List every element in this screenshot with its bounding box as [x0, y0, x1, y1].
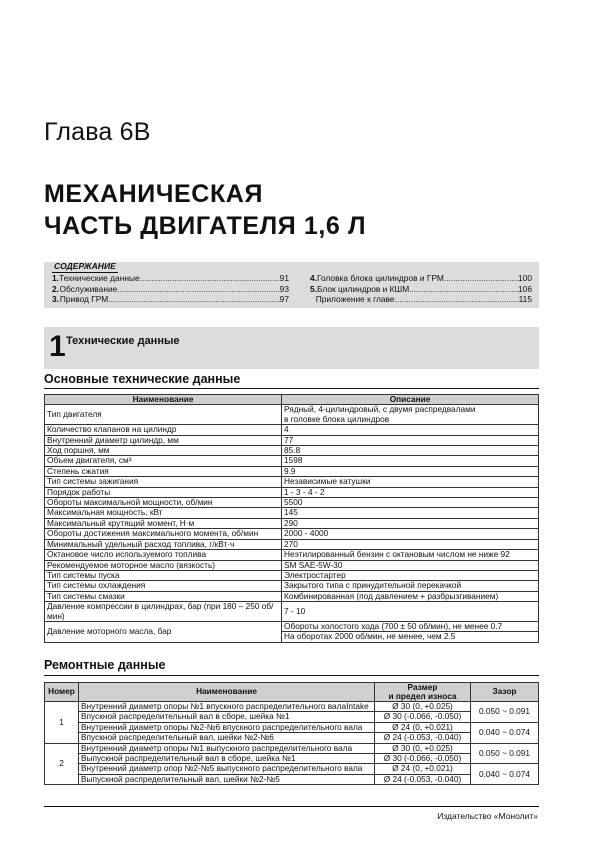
repair-table — [44, 682, 539, 785]
size-cell: Ø 30 (-0.066, -0.050) — [375, 712, 471, 722]
table-row — [45, 508, 539, 518]
table-row — [45, 581, 539, 591]
size-cell: Ø 30 (0, +0.025) — [375, 702, 471, 712]
table-row — [45, 764, 539, 774]
spec-name-cell: Максимальная мощность, кВт — [45, 508, 282, 518]
spec-name-cell: Минимальный удельный расход топлива, г/кВт·ч — [45, 539, 282, 549]
table-header-row — [45, 395, 539, 405]
gap-cell: 0.040 ~ 0.074 — [471, 722, 539, 743]
table-row — [45, 487, 539, 497]
size-cell: Ø 24 (0, +0.021) — [375, 722, 471, 732]
repair-heading: Ремонтные данные — [44, 658, 166, 672]
spec-name-cell: Количество клапанов на цилиндр — [45, 425, 282, 435]
contents-box — [44, 262, 539, 308]
contents-column-right — [310, 273, 532, 305]
size-cell: Ø 30 (0, +0.025) — [375, 743, 471, 753]
table-row — [45, 466, 539, 476]
specs-heading: Основные технические данные — [44, 372, 241, 386]
part-name-cell: Внутренний диаметр опоры №1 выпускного распределительного вала — [79, 743, 375, 753]
table-row — [45, 405, 539, 425]
table-row — [45, 570, 539, 580]
part-name-cell: Внутренний диаметр опор №2-№5 выпускного распределительного вала — [79, 764, 375, 774]
size-cell: Ø 24 (-0.053, -0.040) — [375, 733, 471, 743]
spec-name-cell: Внутренний диаметр цилиндр, мм — [45, 435, 282, 445]
specs-table — [44, 394, 539, 643]
spec-value-cell: 7 - 10 — [282, 602, 539, 622]
column-header: Наименование — [45, 395, 282, 405]
part-name-cell: Внутренний диаметр опоры №1 впускного распределительного валаIntake — [79, 702, 375, 712]
spec-value-line: Обороты холостого хода (700 ± 50 об/мин), не менее 0.7 — [282, 622, 538, 632]
table-row — [45, 743, 539, 753]
table-row — [45, 702, 539, 712]
table-row — [45, 550, 539, 560]
gap-cell: 0.050 ~ 0.091 — [471, 743, 539, 764]
size-cell: Ø 24 (0, +0.021) — [375, 764, 471, 774]
chapter-title-line-2: ЧАСТЬ ДВИГАТЕЛЯ 1,6 Л — [44, 212, 367, 240]
table-row — [45, 591, 539, 601]
spec-name-cell: Степень сжатия — [45, 466, 282, 476]
part-name-cell: Выпускной распределительный вал в сборе, шейка №1 — [79, 754, 375, 764]
spec-value-cell: Электростартер — [282, 570, 539, 580]
part-name-cell: Впускной распределительный вал, шейки №2-№6 — [79, 733, 375, 743]
contents-item[interactable]: 2. Обслуживание ..... 93 — [52, 284, 289, 295]
spec-name-cell: Рекомендуемое моторное масло (вязкость) — [45, 560, 282, 570]
spec-value-cell: 9.9 — [282, 466, 539, 476]
table-row — [45, 733, 539, 743]
spec-value-cell: Комбинированная (под давлением + разбрызгиванием) — [282, 591, 539, 601]
spec-value-cell: 5500 — [282, 498, 539, 508]
spec-value-cell: Рядный, 4-цилиндровый, с двумя распредвалами в головке блока цилиндров — [282, 405, 539, 425]
spec-name-cell: Порядок работы — [45, 487, 282, 497]
table-row — [45, 435, 539, 445]
contents-item[interactable]: 4. Головка блока цилиндров и ГРМ ..... 100 — [310, 273, 532, 284]
divider — [44, 388, 539, 389]
spec-name-cell: Тип системы пуска — [45, 570, 282, 580]
group-number-cell: 1 — [45, 702, 79, 744]
spec-value-cell: Закрытого типа с принудительной перекачкой — [282, 581, 539, 591]
section-title: Технические данные — [66, 335, 180, 347]
table-row — [45, 621, 539, 642]
table-row — [45, 529, 539, 539]
table-row — [45, 712, 539, 722]
spec-name-cell: Тип двигателя — [45, 405, 282, 425]
chapter-label: Глава 6В — [44, 118, 151, 146]
gap-cell: 0.040 ~ 0.074 — [471, 764, 539, 785]
column-header: Описание — [282, 395, 539, 405]
column-header: Наименование — [79, 683, 375, 702]
table-row — [45, 446, 539, 456]
footer-divider — [44, 806, 539, 807]
section-number: 1 — [49, 330, 66, 363]
section-header — [44, 327, 539, 369]
table-row — [45, 498, 539, 508]
spec-value-cell: 4 — [282, 425, 539, 435]
chapter-title — [44, 178, 366, 242]
spec-name-cell: Объем двигателя, см³ — [45, 456, 282, 466]
spec-value-cell: 145 — [282, 508, 539, 518]
spec-value-cell: 1598 — [282, 456, 539, 466]
table-row — [45, 425, 539, 435]
table-row — [45, 722, 539, 732]
table-row — [45, 518, 539, 528]
spec-value-cell: 1 - 3 - 4 - 2 — [282, 487, 539, 497]
table-row — [45, 560, 539, 570]
part-name-cell: Внутренний диаметр опоры №2-№6 впускного распределительного вала — [79, 722, 375, 732]
gap-cell: 0.050 ~ 0.091 — [471, 702, 539, 723]
spec-name-cell: Максимальный крутящий момент, Н·м — [45, 518, 282, 528]
part-name-cell: Выпускной распределительный вал, шейки №2-№5 — [79, 774, 375, 784]
spec-value-cell: 290 — [282, 518, 539, 528]
spec-name-cell: Ход поршня, мм — [45, 446, 282, 456]
spec-value-cell: 77 — [282, 435, 539, 445]
divider — [44, 675, 539, 676]
spec-value-cell — [282, 621, 539, 642]
spec-value-cell: SM SAE-5W-30 — [282, 560, 539, 570]
spec-name-cell: Давление моторного масла, бар — [45, 621, 282, 642]
size-cell: Ø 30 (-0.066, -0.050) — [375, 754, 471, 764]
contents-column-left — [52, 273, 289, 305]
contents-item[interactable]: 1. Технические данные ..... 91 — [52, 273, 289, 284]
chapter-title-line-1: МЕХАНИЧЕСКАЯ — [44, 180, 264, 208]
contents-item[interactable]: Приложение к главе ..... 115 — [310, 294, 532, 305]
spec-value-cell: 270 — [282, 539, 539, 549]
spec-name-cell: Октановое число используемого топлива — [45, 550, 282, 560]
table-row — [45, 477, 539, 487]
table-row — [45, 774, 539, 784]
part-name-cell: Впускной распределительный вал в сборе, шейка №1 — [79, 712, 375, 722]
spec-name-cell: Тип системы охлаждения — [45, 581, 282, 591]
spec-value-cell: 85.8 — [282, 446, 539, 456]
column-header: Номер — [45, 683, 79, 702]
contents-item[interactable]: 5. Блок цилиндров и КШМ ..... 106 — [310, 284, 532, 295]
spec-name-cell: Давление компрессии в цилиндрах, бар (при 180 – 250 об/мин) — [45, 602, 282, 622]
table-row — [45, 456, 539, 466]
column-header: Зазор — [471, 683, 539, 702]
spec-name-cell: Тип системы смазки — [45, 591, 282, 601]
table-row — [45, 602, 539, 622]
spec-name-cell: Обороты достижения максимального момента, об/мин — [45, 529, 282, 539]
column-header: Размер и предел износа — [375, 683, 471, 702]
table-header-row — [45, 683, 539, 702]
spec-value-line: На оборотах 2000 об/мин, не менее, чем 2.5 — [284, 631, 456, 642]
publisher-footer: Издательство «Монолит» — [437, 811, 538, 821]
table-row — [45, 539, 539, 549]
table-row — [45, 754, 539, 764]
spec-name-cell: Обороты максимальной мощности, об/мин — [45, 498, 282, 508]
spec-value-cell: 2000 - 4000 — [282, 529, 539, 539]
size-cell: Ø 24 (-0.053, -0.040) — [375, 774, 471, 784]
group-number-cell: 2 — [45, 743, 79, 785]
spec-name-cell: Тип системы зажигания — [45, 477, 282, 487]
spec-value-cell: Независимые катушки — [282, 477, 539, 487]
contents-label: СОДЕРЖАНИЕ — [54, 261, 116, 271]
spec-value-cell: Неэтилированный бензин с октановым числом не ниже 92 — [282, 550, 539, 560]
contents-item[interactable]: 3. Привод ГРМ ..... 97 — [52, 294, 289, 305]
